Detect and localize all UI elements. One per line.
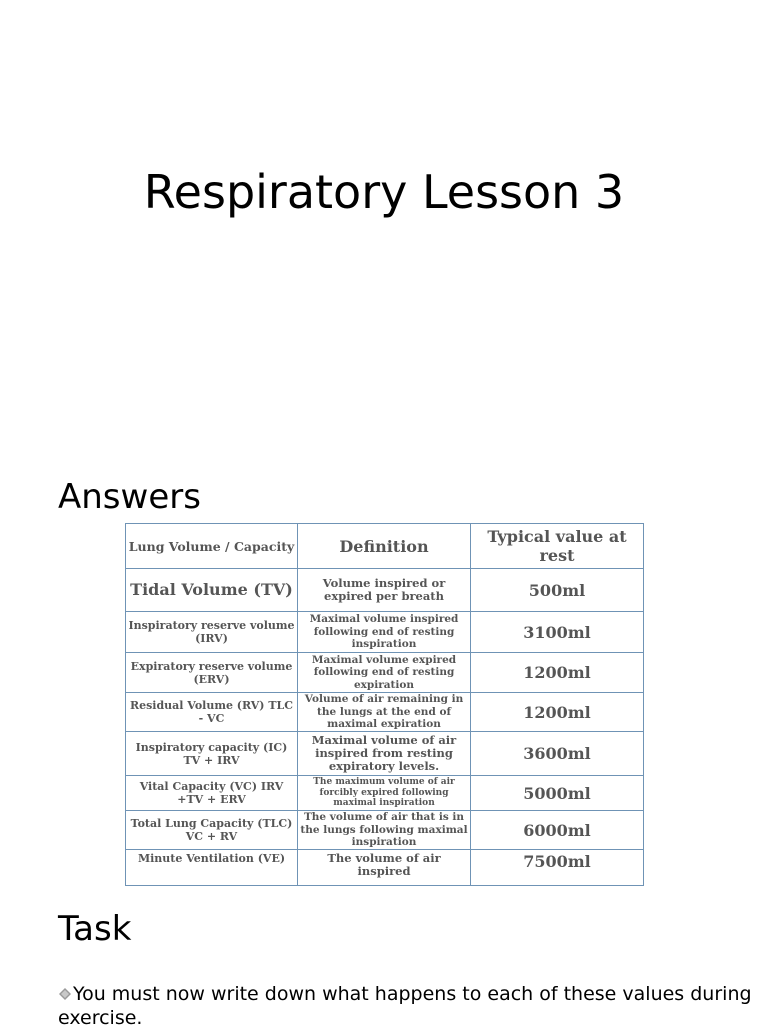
table-row — [126, 653, 644, 693]
row-definition: Maximal volume expired following end of resting expiration — [298, 653, 471, 693]
row-value: 7500ml — [471, 850, 644, 886]
header-typical-value: Typical value at rest — [471, 524, 644, 569]
row-value: 5000ml — [471, 776, 644, 811]
row-value: 500ml — [471, 569, 644, 612]
row-value: 1200ml — [471, 653, 644, 693]
row-value: 3100ml — [471, 612, 644, 653]
row-name: Residual Volume (RV) TLC - VC — [126, 693, 298, 732]
row-name: Total Lung Capacity (TLC) VC + RV — [126, 811, 298, 850]
table-row — [126, 811, 644, 850]
task-bullet — [58, 982, 758, 1030]
row-value: 1200ml — [471, 693, 644, 732]
slide-title: Respiratory Lesson 3 — [143, 165, 625, 219]
task-text: You must now write down what happens to each of these values during exercise. — [58, 983, 752, 1029]
row-name: Expiratory reserve volume (ERV) — [126, 653, 298, 693]
row-definition: The volume of air inspired — [298, 850, 471, 886]
table-row — [126, 776, 644, 811]
row-name: Tidal Volume (TV) — [126, 569, 298, 612]
row-definition: The maximum volume of air forcibly expired following maximal inspiration — [298, 776, 471, 811]
row-definition: The volume of air that is in the lungs following maximal inspiration — [298, 811, 471, 850]
row-definition: Volume of air remaining in the lungs at the end of maximal expiration — [298, 693, 471, 732]
header-lung-volume: Lung Volume / Capacity — [126, 524, 298, 569]
table-row — [126, 732, 644, 776]
table-row — [126, 569, 644, 612]
row-definition: Maximal volume inspired following end of resting inspiration — [298, 612, 471, 653]
row-definition: Maximal volume of air inspired from resting expiratory levels. — [298, 732, 471, 776]
row-name: Vital Capacity (VC) IRV +TV + ERV — [126, 776, 298, 811]
diamond-bullet-icon — [58, 987, 72, 1001]
table-row — [126, 693, 644, 732]
lung-volume-table — [125, 523, 644, 878]
row-value: 6000ml — [471, 811, 644, 850]
answers-heading: Answers — [58, 477, 201, 517]
row-definition: Volume inspired or expired per breath — [298, 569, 471, 612]
row-name: Minute Ventilation (VE) — [126, 850, 298, 886]
header-definition: Definition — [298, 524, 471, 569]
table-row — [126, 612, 644, 653]
row-name: Inspiratory reserve volume (IRV) — [126, 612, 298, 653]
task-heading: Task — [58, 909, 132, 949]
row-value: 3600ml — [471, 732, 644, 776]
table-row — [126, 850, 644, 886]
row-name: Inspiratory capacity (IC) TV + IRV — [126, 732, 298, 776]
